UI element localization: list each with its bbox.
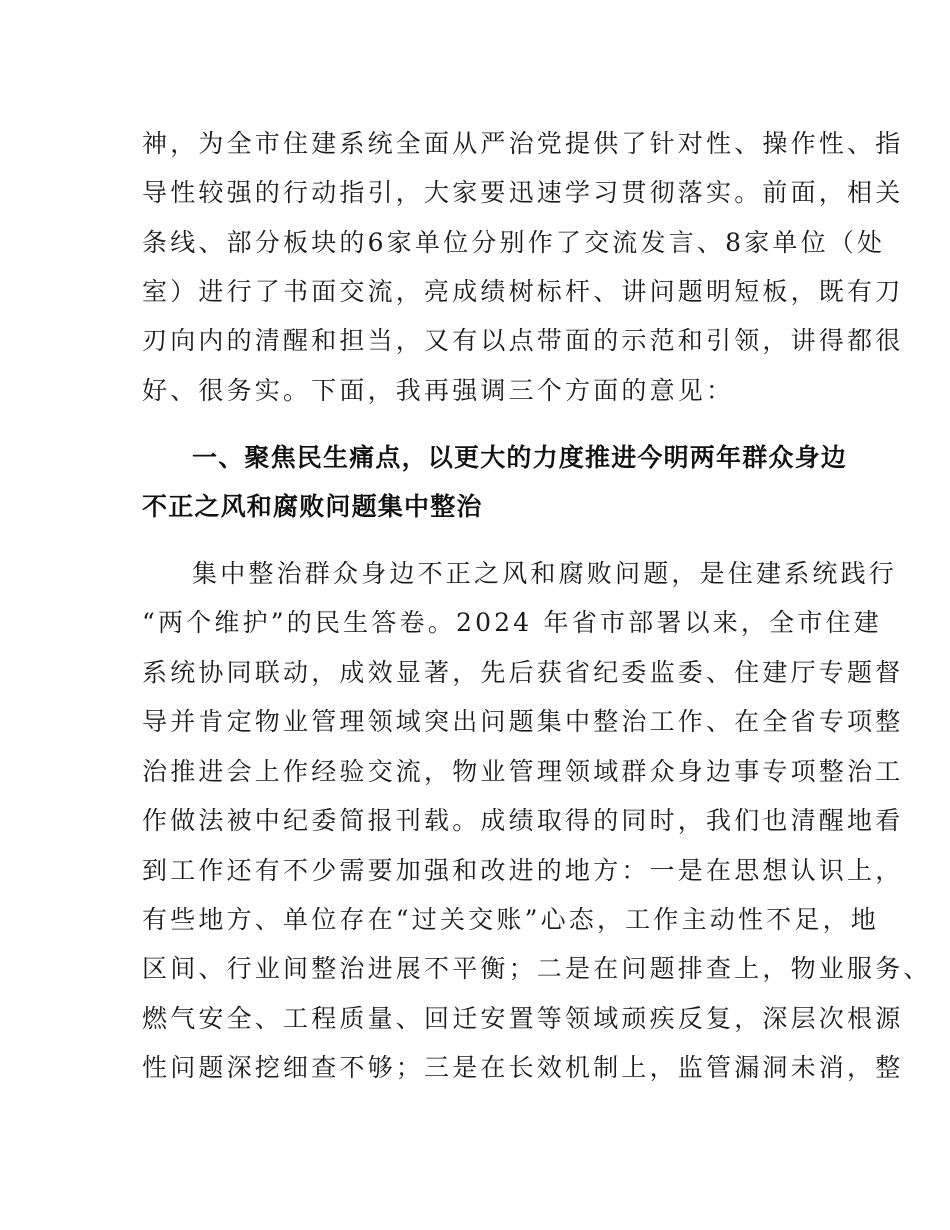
para1-line-1: 神，为全市住建系统全面从严治党提供了针对性、操作性、指 xyxy=(142,129,904,158)
para2-line-9: 区间、行业间整治进展不平衡；二是在问题排查上，物业服务、 xyxy=(142,954,932,983)
para1-line-5: 刃向内的清醒和担当，又有以点带面的示范和引领，讲得都很 xyxy=(142,326,904,355)
para2-line-10: 燃气安全、工程质量、回迁安置等领域顽疾反复，深层次根源 xyxy=(142,1004,904,1033)
para2-line-1: 集中整治群众身边不正之风和腐败问题，是住建系统践行 xyxy=(192,559,898,588)
para2-line-11: 性问题深挖细查不够；三是在长效机制上，监管漏洞未消，整 xyxy=(142,1053,904,1082)
section-heading-line-1: 一、聚焦民生痛点，以更大的力度推进今明两年群众身边 xyxy=(192,443,848,472)
para1-line-4: 室）进行了书面交流，亮成绩树标杆、讲问题明短板，既有刀 xyxy=(142,277,904,306)
para2-line-6: 作做法被中纪委简报刊载。成绩取得的同时，我们也清醒地看 xyxy=(142,806,904,835)
para2-line-7: 到工作还有不少需要加强和改进的地方：一是在思想认识上， xyxy=(142,856,904,885)
para2-line-2: “两个维护”的民生答卷。2024 年省市部署以来，全市住建 xyxy=(142,608,882,637)
para2-line-3: 系统协同联动，成效显著，先后获省纪委监委、住建厅专题督 xyxy=(142,658,904,687)
para1-line-3: 条线、部分板块的6家单位分别作了交流发言、8家单位（处 xyxy=(142,228,886,257)
para1-line-2: 导性较强的行动指引，大家要迅速学习贯彻落实。前面，相关 xyxy=(142,178,904,207)
section-heading-line-2: 不正之风和腐败问题集中整治 xyxy=(142,492,483,521)
para2-line-4: 导并肯定物业管理领域突出问题集中整治工作、在全省专项整 xyxy=(142,707,904,736)
para2-line-5: 治推进会上作经验交流，物业管理领域群众身边事专项整治工 xyxy=(142,757,904,786)
para1-line-6: 好、很务实。下面，我再强调三个方面的意见： xyxy=(142,376,735,405)
para2-line-8: 有些地方、单位存在“过关交账”心态，工作主动性不足，地 xyxy=(142,905,879,934)
